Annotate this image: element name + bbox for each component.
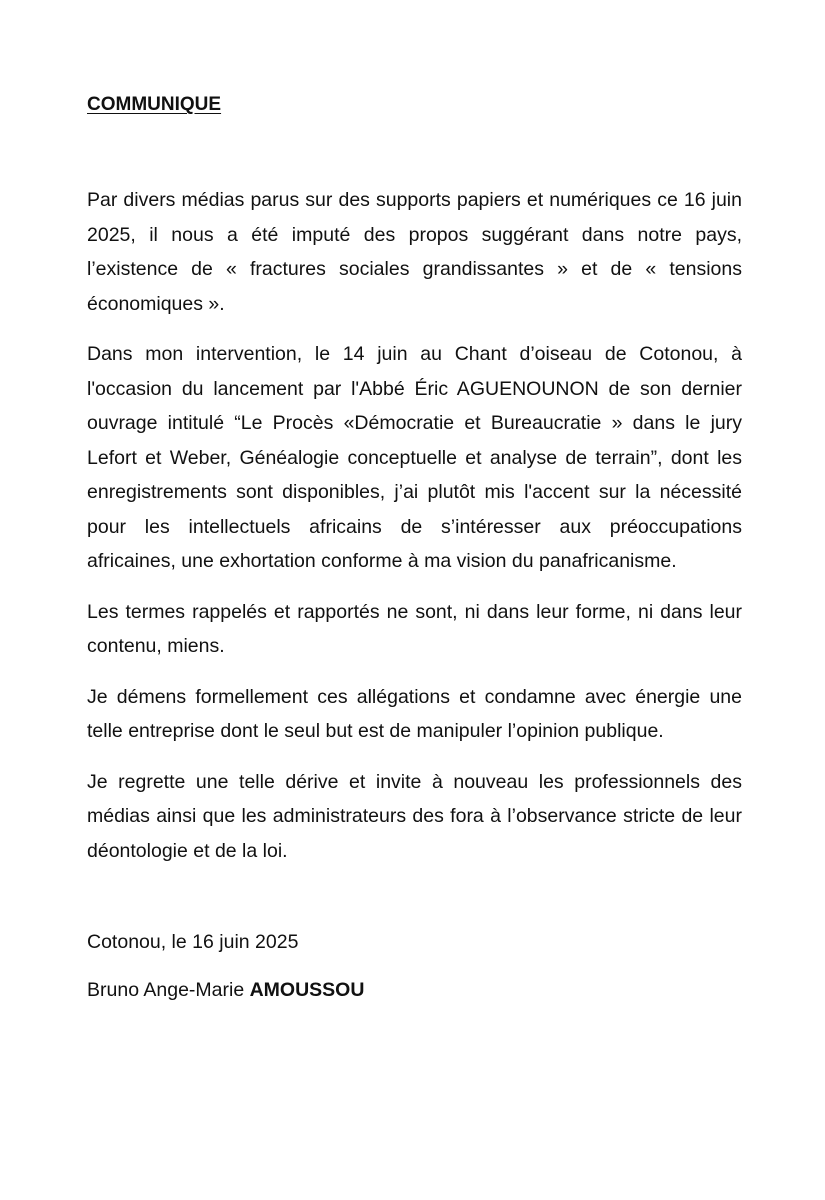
signatory-given-names: Bruno Ange-Marie [87,978,245,1001]
signatory-name [87,973,742,1008]
paragraph-4: Je démens formellement ces allégations et condamne avec énergie une telle entreprise dont le seul but est de manipuler l’opinion publique. [87,685,742,742]
paragraph-2: Dans mon intervention, le 14 juin au Chant d’oiseau de Cotonou, à l'occasion du lancement par l'Abbé Éric AGUENOUNON de son dernier ouvrage intitulé “Le Procès «Démocratie et Bureaucratie » dans le jury Lefort et Weber, Généalogie conceptuelle et analyse de terrain”, dont les enregistrements sont disponibles, j’ai plutôt mis l'accent sur la nécessité pour les intellectuels africains de s’intéresser aux préoccupations africaines, une exhortation conforme à ma vision du panafricanisme. [87,343,742,572]
paragraph-3: Les termes rappelés et rapportés ne sont, ni dans leur forme, ni dans leur contenu, miens. [87,600,742,657]
document-title: COMMUNIQUE [87,94,222,115]
paragraph-5: Je regrette une telle dérive et invite à nouveau les professionnels des médias ainsi que les administrateurs des fora à l’observance stricte de leur déontologie et de la loi. [87,770,742,862]
place-date: Cotonou, le 16 juin 2025 [87,931,299,953]
signature-block [87,925,742,1007]
signatory-surname: AMOUSSOU [249,978,365,1001]
communique-document [87,90,742,1020]
paragraph-1: Par divers médias parus sur des supports papiers et numériques ce 16 juin 2025, il nous a été imputé des propos suggérant dans notre pays, l’existence de « fractures sociales grandissantes » et de « tensions économiques ». [87,189,742,315]
